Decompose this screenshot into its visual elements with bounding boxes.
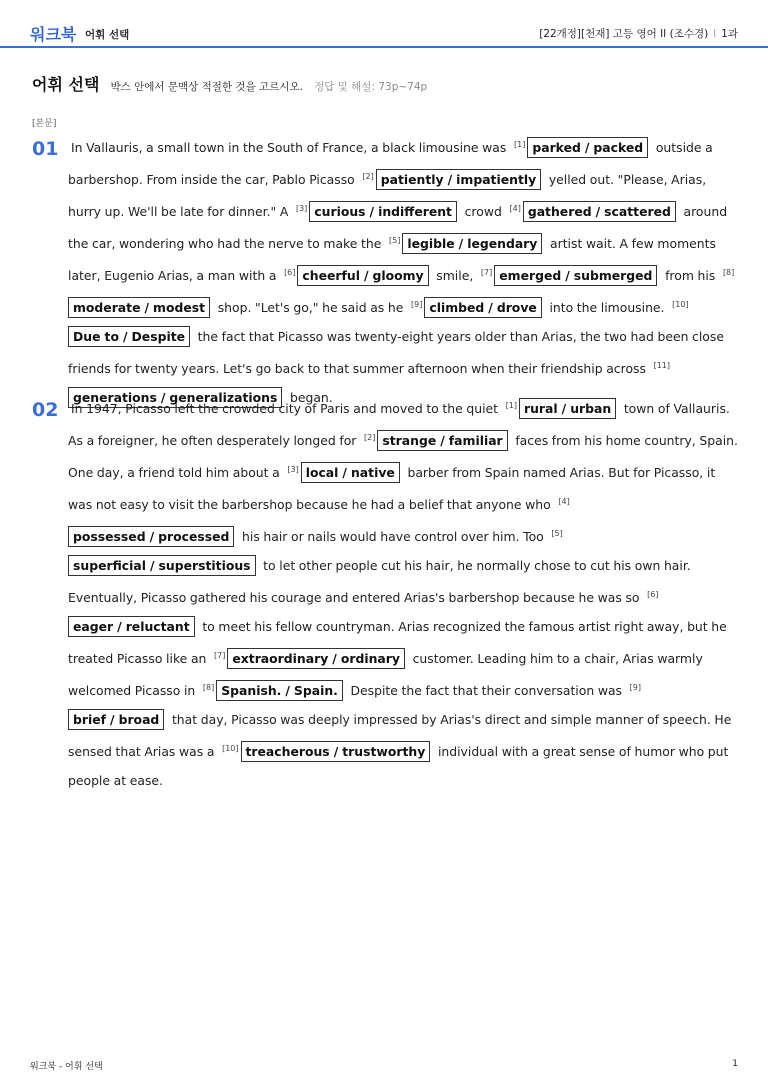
passage-text: crowd	[464, 204, 502, 219]
choice-box[interactable]: brief / broad	[68, 709, 164, 730]
choice-box[interactable]: gathered / scattered	[523, 201, 676, 222]
passage-text: shop. "Let's go," he said as he	[217, 300, 404, 315]
brand-title: 워크북	[30, 25, 77, 44]
passage-text: that day, Picasso was deeply impressed by Arias's direct and simple manner of speech. He sensed that Arias was a	[68, 712, 732, 759]
passage-text: barber from Spain named Arias. But for Picasso, it was not easy to visit the barbershop because he had a belief that anyone who	[68, 465, 716, 512]
blank-number: [10]	[222, 744, 239, 753]
blank-number: [8]	[722, 268, 735, 277]
blank-number: [6]	[284, 268, 296, 277]
passage-text: yelled out. "Please, Arias, hurry up. We'll be late for dinner." A	[68, 172, 707, 219]
passage-text: outside a barbershop. From inside the car, Pablo Picasso	[68, 140, 713, 187]
choice-box[interactable]: extraordinary / ordinary	[227, 648, 405, 669]
passage-text: his hair or nails would have control over him. Too	[242, 529, 544, 544]
choice-box[interactable]: Spanish. / Spain.	[216, 680, 343, 701]
choice-box[interactable]: treacherous / trustworthy	[241, 741, 431, 762]
blank-number: [9]	[629, 683, 641, 692]
choice-box[interactable]: emerged / submerged	[494, 265, 657, 286]
page-number: 1	[732, 1059, 738, 1069]
instruction-text: 박스 안에서 문맥상 적절한 것을 고르시오.	[110, 81, 303, 93]
blank-number: [2]	[364, 433, 376, 442]
source-label: [22개정][천재] 고등 영어 II (조수경)	[539, 28, 709, 40]
choice-box[interactable]: local / native	[301, 462, 400, 483]
choice-box[interactable]: eager / reluctant	[68, 616, 195, 637]
blank-number: [1]	[505, 401, 517, 410]
passage-text: smile,	[436, 268, 474, 283]
choice-box[interactable]: climbed / drove	[424, 297, 541, 318]
question-number-02: 02	[32, 399, 59, 421]
passage-text: to meet his fellow countryman. Arias recognized the famous artist right away, but he treated Picasso like an	[68, 619, 727, 666]
choice-box[interactable]: Due to / Despite	[68, 326, 190, 347]
choice-box[interactable]: patiently / impatiently	[376, 169, 541, 190]
passage-text: faces from his home country, Spain. One day, a friend told him about a	[68, 433, 738, 480]
footer-label: 워크북 - 어휘 선택	[30, 1062, 103, 1072]
passage-text: artist wait. A few moments later, Eugenio Arias, a man with a	[68, 236, 716, 283]
blank-number: [4]	[509, 204, 521, 213]
passage-text: customer. Leading him to a chair, Arias warmly welcomed Picasso in	[68, 651, 703, 698]
choice-box[interactable]: cheerful / gloomy	[297, 265, 428, 286]
choice-box[interactable]: legible / legendary	[402, 233, 542, 254]
choice-box[interactable]: generations / generalizations	[68, 387, 282, 408]
passage-text: around the car, wondering who had the nerve to make the	[68, 204, 728, 251]
blank-number: [10]	[672, 300, 689, 309]
blank-number: [2]	[362, 172, 374, 181]
choice-box[interactable]: moderate / modest	[68, 297, 210, 318]
passage-text: individual with a great sense of humor who put people at ease.	[68, 744, 729, 788]
header-divider: l	[713, 28, 717, 40]
passage-text: began.	[289, 390, 333, 405]
page-title: 어휘 선택	[32, 75, 100, 94]
title-row	[32, 72, 427, 95]
choice-box[interactable]: rural / urban	[519, 398, 616, 419]
passage-text: In 1947, Picasso left the crowded city of Paris and moved to the quiet	[71, 401, 499, 416]
passage-text: to let other people cut his hair, he normally chose to cut his own hair. Eventually, Picasso gathered his courage and entered Arias's barbershop because he was so	[68, 558, 691, 605]
passage-text: into the limousine.	[549, 300, 665, 315]
blank-number: [5]	[389, 236, 401, 245]
passage-text: Despite the fact that their conversation was	[350, 683, 622, 698]
blank-number: [11]	[653, 361, 670, 370]
passage-01	[68, 130, 738, 412]
page-header	[0, 0, 768, 48]
passage-text: from his	[665, 268, 716, 283]
passage-tag: [본문]	[32, 119, 57, 129]
blank-number: [1]	[514, 140, 526, 149]
blank-number: [3]	[287, 465, 299, 474]
blank-number: [9]	[411, 300, 423, 309]
blank-number: [7]	[214, 651, 226, 660]
blank-number: [6]	[647, 590, 659, 599]
blank-number: [8]	[202, 683, 215, 692]
passage-02	[68, 391, 738, 795]
blank-number: [7]	[480, 268, 493, 277]
choice-box[interactable]: curious / indifferent	[309, 201, 457, 222]
choice-box[interactable]: superficial / superstitious	[68, 555, 256, 576]
blank-number: [5]	[551, 529, 563, 538]
answer-reference: 정답 및 해설: 73p~74p	[314, 81, 428, 93]
passage-text: In Vallauris, a small town in the South of France, a black limousine was	[71, 140, 507, 155]
source-info	[539, 26, 738, 41]
choice-box[interactable]: parked / packed	[527, 137, 648, 158]
choice-box[interactable]: strange / familiar	[377, 430, 507, 451]
passage-text: the fact that Picasso was twenty-eight years older than Arias, the two had been close friends for twenty years. Let's go back to that summer afternoon when their friendship across	[68, 329, 724, 376]
section-label: 어휘 선택	[85, 29, 130, 41]
lesson-label: 1과	[721, 28, 738, 40]
choice-box[interactable]: possessed / processed	[68, 526, 234, 547]
question-number-01: 01	[32, 138, 59, 160]
blank-number: [3]	[295, 204, 308, 213]
passage-text: town of Vallauris. As a foreigner, he often desperately longed for	[68, 401, 730, 448]
blank-number: [4]	[558, 497, 570, 506]
